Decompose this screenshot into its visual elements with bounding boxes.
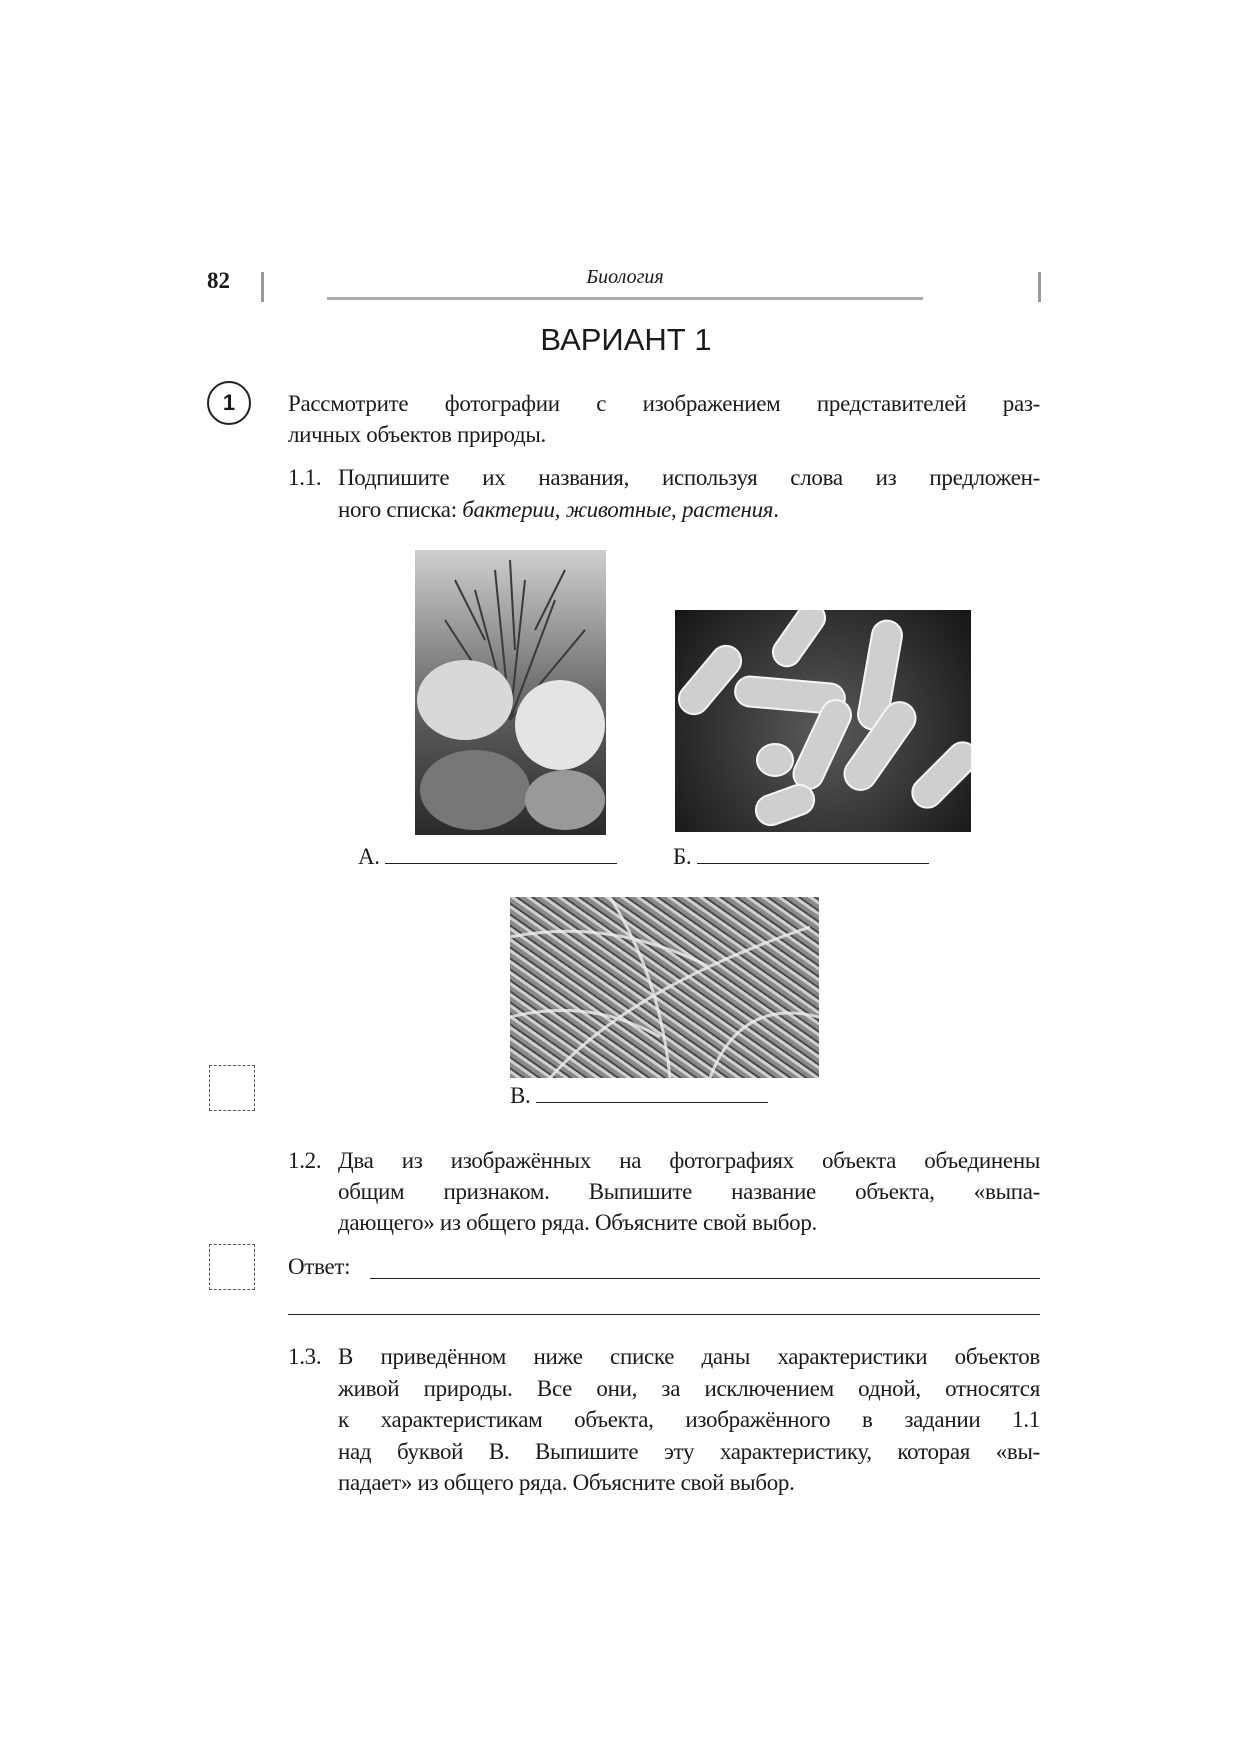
question-number: 1.1.: [288, 465, 322, 490]
photo-label-a: [358, 842, 617, 872]
score-box[interactable]: [209, 1065, 255, 1111]
photo-ferns: [510, 897, 819, 1078]
label-letter: А.: [358, 844, 380, 869]
page-number: 82: [207, 268, 230, 293]
question-text: В приведённом ниже списке даны характеристики объектов: [338, 1344, 1040, 1369]
question-text: Два из изображённых на фотографиях объекта объединены: [338, 1148, 1040, 1173]
label-letter: Б.: [673, 844, 692, 869]
photo-label-v: [510, 1081, 768, 1111]
question-text: падает» из общего ряда. Объясните свой выбор.: [338, 1470, 795, 1495]
answer-blank-b[interactable]: [697, 845, 929, 864]
answer-line[interactable]: [370, 1278, 1040, 1279]
question-text: Подпишите их названия, используя слова из предложен-: [338, 465, 1040, 490]
variant-title: ВАРИАНТ 1: [540, 322, 712, 357]
bacteria-illustration: [675, 610, 971, 832]
question-text: дающего» из общего ряда. Объясните свой выбор.: [338, 1210, 817, 1235]
answer-line[interactable]: [288, 1314, 1040, 1315]
question-text: к характеристикам объекта, изображённого в задании 1.1: [338, 1407, 1040, 1432]
question-text-part: .: [773, 497, 779, 522]
task-intro-line: личных объектов природы.: [288, 422, 546, 447]
coral-illustration: [415, 550, 606, 835]
question-text: общим признаком. Выпишите название объекта, «выпа-: [338, 1179, 1040, 1204]
running-title: Биология: [586, 266, 664, 288]
question-number: 1.3.: [288, 1344, 322, 1369]
answer-label: Ответ:: [288, 1254, 351, 1279]
task-number-badge: 1: [207, 381, 251, 425]
score-box[interactable]: [209, 1244, 255, 1290]
photo-label-b: [673, 842, 929, 872]
question-number: 1.2.: [288, 1148, 322, 1173]
question-text: живой природы. Все они, за исключением одной, относятся: [338, 1376, 1040, 1401]
fern-illustration: [510, 897, 819, 1078]
header-divider-left: [261, 272, 264, 302]
question-text: над буквой В. Выпишите эту характеристику, которая «вы-: [338, 1439, 1040, 1464]
question-text: [338, 495, 779, 525]
answer-blank-v[interactable]: [536, 1084, 768, 1103]
answer-blank-a[interactable]: [385, 845, 617, 864]
question-text-part: ного списка:: [338, 497, 463, 522]
label-letter: В.: [510, 1083, 531, 1108]
header-rule: [327, 297, 923, 300]
photo-bacteria: [675, 610, 971, 832]
word-list: бактерии, животные, растения: [462, 497, 774, 522]
photo-coral-reef: [415, 550, 606, 835]
task-intro-line: Рассмотрите фотографии с изображением представителей раз-: [288, 391, 1040, 416]
header-divider-right: [1038, 272, 1041, 302]
